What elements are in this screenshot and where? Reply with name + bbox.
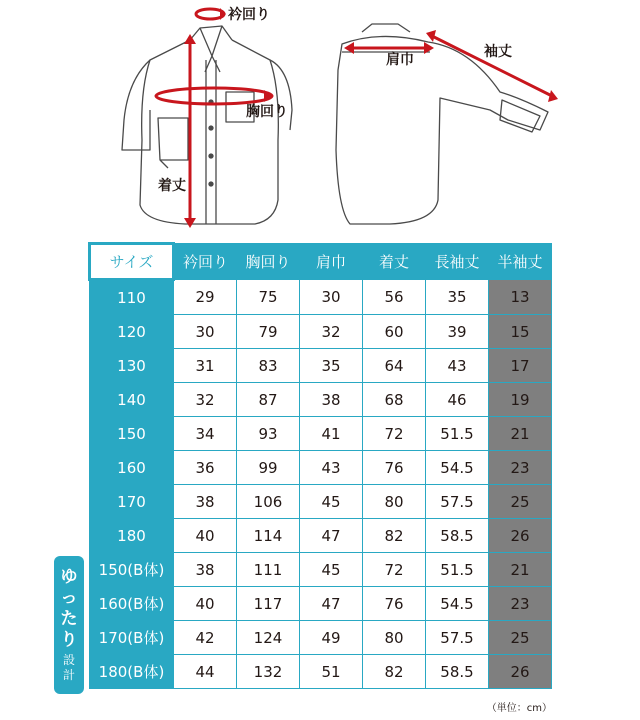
value-cell: 26 [489,655,552,689]
shoulder-label: 肩巾 [386,52,414,68]
value-cell: 72 [363,553,426,587]
value-cell: 35 [426,280,489,315]
value-cell: 124 [237,621,300,655]
value-cell: 82 [363,519,426,553]
header-short-sleeve: 半袖丈 [489,244,552,280]
value-cell: 25 [489,621,552,655]
value-cell: 56 [363,280,426,315]
value-cell: 64 [363,349,426,383]
value-cell: 54.5 [426,587,489,621]
table-row [90,655,552,689]
shirt-measurement-diagram [0,0,640,238]
relaxed-fit-char: ゆ [60,567,78,587]
value-cell: 41 [300,417,363,451]
back-shirt-body [336,36,548,224]
value-cell: 79 [237,315,300,349]
value-cell: 13 [489,280,552,315]
value-cell: 72 [363,417,426,451]
front-button [209,182,213,186]
value-cell: 117 [237,587,300,621]
value-cell: 93 [237,417,300,451]
value-cell: 35 [300,349,363,383]
table-row [90,280,552,315]
chest-label: 胸回り [246,104,288,120]
value-cell: 30 [300,280,363,315]
value-cell: 23 [489,451,552,485]
value-cell: 32 [174,383,237,417]
relaxed-fit-char: た [60,609,78,629]
value-cell: 25 [489,485,552,519]
collar-label: 衿回り [228,7,270,23]
value-cell: 87 [237,383,300,417]
size-cell: 150 [90,417,174,451]
size-cell: 170 [90,485,174,519]
value-cell: 83 [237,349,300,383]
value-cell: 34 [174,417,237,451]
value-cell: 68 [363,383,426,417]
value-cell: 40 [174,587,237,621]
length-arrow-head-bottom [184,218,196,228]
value-cell: 82 [363,655,426,689]
value-cell: 45 [300,553,363,587]
table-row [90,621,552,655]
value-cell: 51 [300,655,363,689]
front-left-cuff [158,118,188,168]
value-cell: 29 [174,280,237,315]
value-cell: 75 [237,280,300,315]
value-cell: 32 [300,315,363,349]
relaxed-fit-tab [54,556,84,694]
header-size: サイズ [90,244,174,280]
value-cell: 57.5 [426,621,489,655]
header-collar: 衿回り [174,244,237,280]
size-cell: 180 [90,519,174,553]
table-row [90,519,552,553]
sleeve-arrow-head-bottom [548,90,558,102]
size-cell: 180(B体) [90,655,174,689]
front-placket [206,60,216,224]
table-row [90,315,552,349]
front-collar [190,26,232,72]
value-cell: 76 [363,587,426,621]
size-chart-table [88,242,552,689]
front-shirt-body [140,40,278,224]
design-char: 計 [62,668,75,682]
value-cell: 47 [300,519,363,553]
value-cell: 30 [174,315,237,349]
relaxed-fit-char: っ [60,588,78,608]
value-cell: 76 [363,451,426,485]
relaxed-fit-char: り [60,630,78,650]
size-cell: 110 [90,280,174,315]
value-cell: 111 [237,553,300,587]
value-cell: 51.5 [426,553,489,587]
value-cell: 80 [363,621,426,655]
table-row [90,349,552,383]
value-cell: 57.5 [426,485,489,519]
size-cell: 140 [90,383,174,417]
unit-note: （単位：cm） [486,703,552,714]
value-cell: 47 [300,587,363,621]
value-cell: 40 [174,519,237,553]
value-cell: 38 [300,383,363,417]
value-cell: 99 [237,451,300,485]
value-cell: 36 [174,451,237,485]
table-row [90,417,552,451]
back-collar [362,24,410,32]
table-row [90,587,552,621]
design-char: 設 [62,653,75,667]
value-cell: 45 [300,485,363,519]
size-cell: 120 [90,315,174,349]
front-button [209,126,213,130]
size-cell: 150(B体) [90,553,174,587]
value-cell: 19 [489,383,552,417]
value-cell: 17 [489,349,552,383]
header-length: 着丈 [363,244,426,280]
collar-arrow [196,9,224,19]
value-cell: 58.5 [426,519,489,553]
value-cell: 51.5 [426,417,489,451]
value-cell: 80 [363,485,426,519]
value-cell: 58.5 [426,655,489,689]
collar-arrow-head [220,8,226,20]
value-cell: 60 [363,315,426,349]
size-cell: 160 [90,451,174,485]
value-cell: 54.5 [426,451,489,485]
value-cell: 21 [489,553,552,587]
front-button [209,154,213,158]
value-cell: 31 [174,349,237,383]
size-cell: 170(B体) [90,621,174,655]
value-cell: 15 [489,315,552,349]
size-cell: 130 [90,349,174,383]
length-label: 着丈 [158,178,186,194]
header-chest: 胸回り [237,244,300,280]
header-long-sleeve: 長袖丈 [426,244,489,280]
design-label [63,653,75,683]
size-cell: 160(B体) [90,587,174,621]
table-body [90,280,552,689]
table-row [90,451,552,485]
value-cell: 26 [489,519,552,553]
value-cell: 46 [426,383,489,417]
table-row [90,553,552,587]
relaxed-fit-label [61,567,78,651]
table-row [90,485,552,519]
value-cell: 114 [237,519,300,553]
value-cell: 43 [426,349,489,383]
value-cell: 42 [174,621,237,655]
table-row [90,383,552,417]
value-cell: 21 [489,417,552,451]
value-cell: 106 [237,485,300,519]
sleeve-label: 袖丈 [484,44,512,60]
value-cell: 38 [174,553,237,587]
value-cell: 23 [489,587,552,621]
header-shoulder: 肩巾 [300,244,363,280]
value-cell: 43 [300,451,363,485]
value-cell: 44 [174,655,237,689]
shirt-illustration [0,0,640,238]
value-cell: 132 [237,655,300,689]
value-cell: 39 [426,315,489,349]
value-cell: 49 [300,621,363,655]
sleeve-arrow-head-top [426,30,436,42]
value-cell: 38 [174,485,237,519]
table-header-row [90,244,552,280]
